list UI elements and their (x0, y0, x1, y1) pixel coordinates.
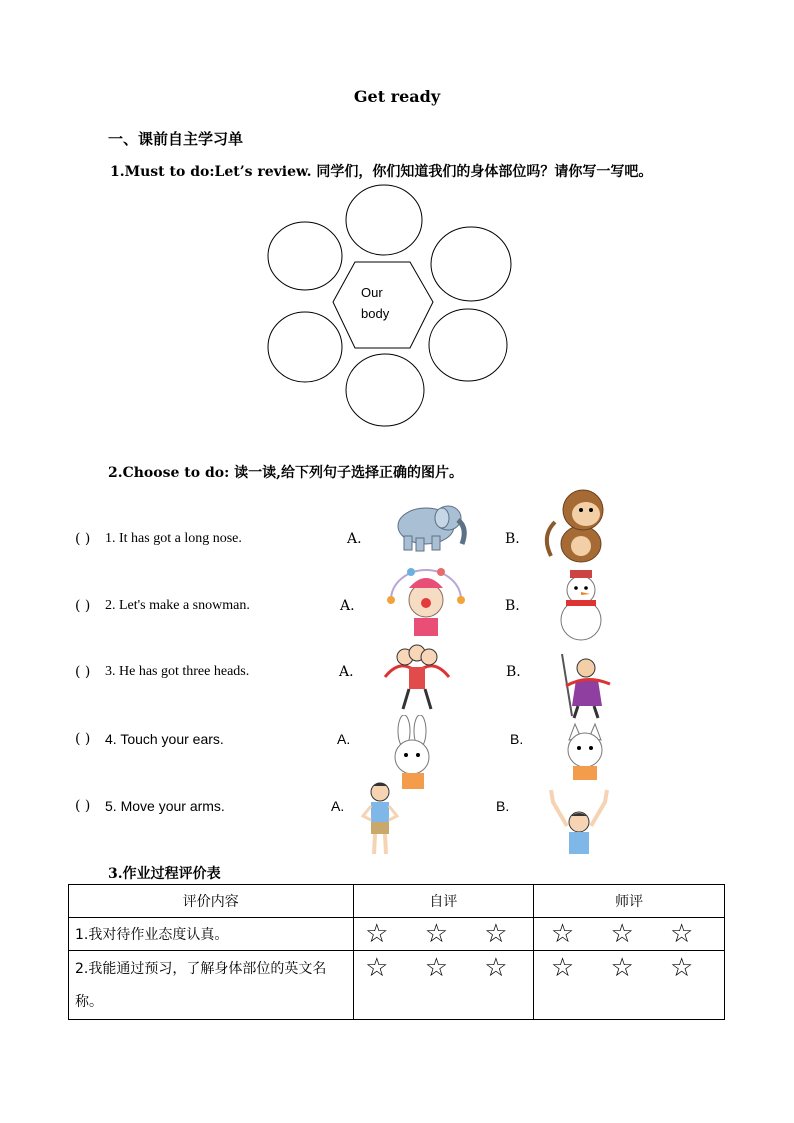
item-5-sentence: 5. Move your arms. (105, 798, 225, 814)
mind-map-bubble-lower-left[interactable] (268, 312, 342, 382)
header-content: 评价内容 (69, 885, 354, 918)
item-3-option-a-label: A. (339, 664, 354, 680)
question-3-heading: 3.作业过程评价表 (108, 866, 221, 882)
answer-blank-1[interactable]: ( ) (75, 531, 91, 547)
item-2-option-a-label: A. (340, 598, 355, 614)
answer-blank-2[interactable]: ( ) (75, 598, 91, 614)
mind-map-bubble-top[interactable] (346, 185, 422, 255)
item-4-sentence: 4. Touch your ears. (105, 731, 224, 747)
item-2-option-b-label: B. (505, 598, 520, 614)
row-2-teacher-stars[interactable]: ☆ ☆ ☆ (534, 951, 725, 1020)
page-title: Get ready (353, 87, 441, 106)
row-1-teacher-stars[interactable]: ☆ ☆ ☆ (534, 918, 725, 951)
clown-icon (381, 560, 471, 640)
item-4-option-a-label: A. (337, 731, 351, 747)
row-1-self-stars[interactable]: ☆ ☆ ☆ (353, 918, 534, 951)
mind-map-bubble-upper-left[interactable] (268, 222, 342, 290)
mind-map-bubble-upper-right[interactable] (431, 227, 511, 301)
header-self-eval: 自评 (353, 885, 534, 918)
row-2-self-stars[interactable]: ☆ ☆ ☆ (353, 951, 534, 1020)
hexagon-label-line2: body (361, 306, 390, 321)
boy-arms-up-icon (547, 786, 611, 856)
item-5-option-a-label: A. (331, 798, 345, 814)
three-headed-nezha-icon (381, 637, 453, 715)
boy-hands-on-hips-icon (359, 780, 401, 860)
item-1-sentence: 1. It has got a long nose. (105, 531, 242, 546)
evaluation-table (68, 884, 725, 1020)
row-2-content: 2.我能通过预习，了解身体部位的英文名称。 (69, 951, 354, 1020)
row-1-content: 1.我对待作业态度认真。 (69, 918, 354, 951)
body-parts-mind-map (262, 180, 517, 430)
hexagon-label-line1: Our (361, 285, 383, 300)
snowman-icon (552, 566, 610, 642)
elephant-icon (386, 498, 470, 554)
item-2-sentence: 2. Let's make a snowman. (105, 598, 250, 613)
mind-map-bubble-bottom[interactable] (346, 354, 424, 426)
answer-blank-5[interactable]: ( ) (75, 798, 91, 814)
warrior-icon (556, 650, 614, 720)
item-1-option-a-label: A. (347, 531, 362, 547)
answer-blank-3[interactable]: ( ) (75, 664, 91, 680)
hexagon-center (333, 262, 433, 348)
question-1-prompt: 1.Must to do:Let’s review. 同学们，你们知道我们的身体部位吗？请你写一写吧。 (110, 164, 653, 180)
item-4-option-b-label: B. (510, 731, 524, 747)
item-1-option-b-label: B. (505, 531, 520, 547)
answer-blank-4[interactable]: ( ) (75, 731, 91, 747)
item-5-option-b-label: B. (496, 798, 510, 814)
section-heading: 一、课前自主学习单 (108, 130, 244, 148)
item-3-sentence: 3. He has got three heads. (105, 664, 250, 679)
mind-map-bubble-lower-right[interactable] (429, 309, 507, 381)
monkey-icon (541, 486, 611, 566)
question-2-prompt: 2.Choose to do: 读一读,给下列句子选择正确的图片。 (108, 465, 463, 481)
header-teacher-eval: 师评 (534, 885, 725, 918)
cat-icon (557, 722, 613, 782)
item-3-option-b-label: B. (506, 664, 521, 680)
